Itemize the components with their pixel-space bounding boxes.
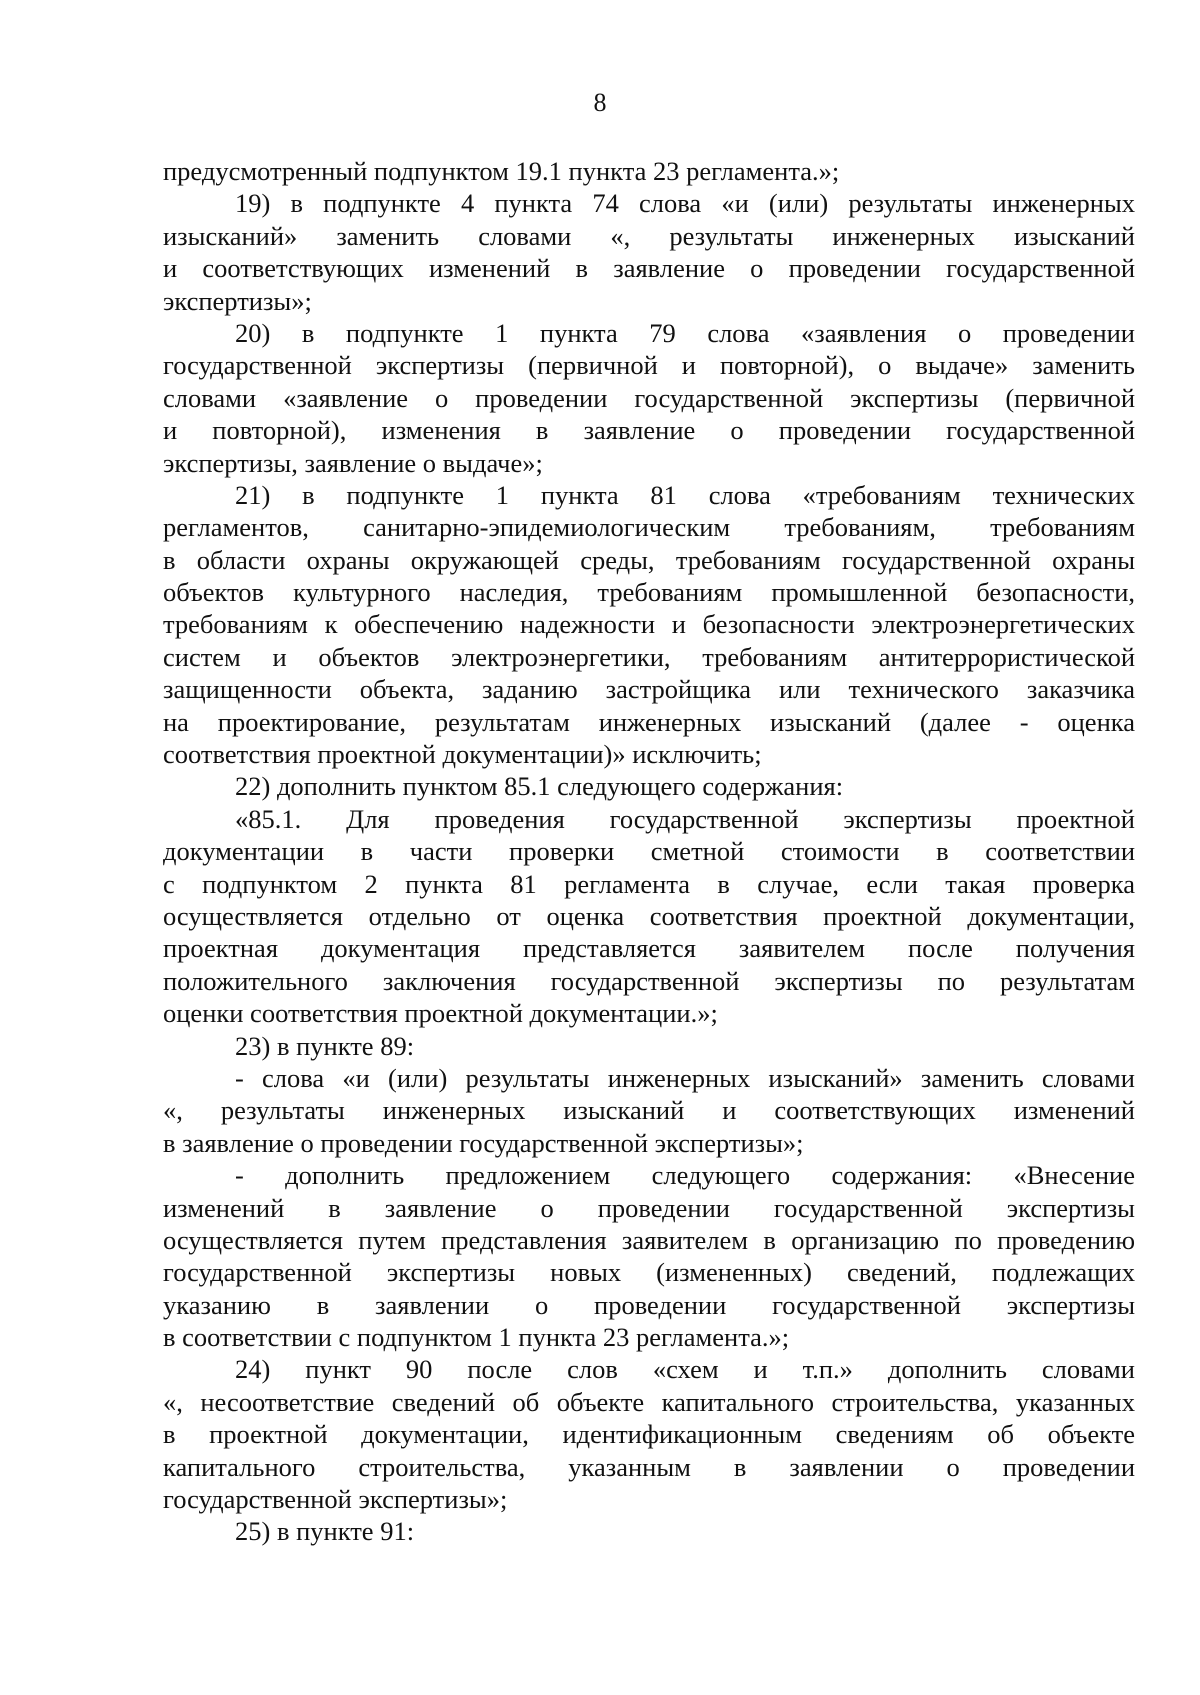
text-line: 23) в пункте 89: <box>235 1030 415 1061</box>
text-line: государственной экспертизы (первичной и повторной), о выдаче» заменить <box>163 350 1135 381</box>
text-line: на проектирование, результатам инженерных изысканий (далее - оценка <box>163 706 1135 737</box>
text-line: и соответствующих изменений в заявление о проведении государственной <box>163 253 1135 284</box>
text-line: осуществляется путем представления заявителем в организацию по проведению <box>163 1224 1135 1255</box>
text-line: указанию в заявлении о проведении государственной экспертизы <box>163 1289 1135 1320</box>
text-line: предусмотренный подпунктом 19.1 пункта 23 регламента.»; <box>163 156 840 186</box>
text-line: 20) в подпункте 1 пункта 79 слова «заявления о проведении <box>235 317 1135 348</box>
text-line: «85.1. Для проведения государственной экспертизы проектной <box>235 803 1135 834</box>
text-line: соответствия проектной документации)» исключить; <box>163 739 762 770</box>
text-line: «, несоответствие сведений об объекте капитального строительства, указанных <box>163 1386 1135 1417</box>
text-line: в соответствии с подпунктом 1 пункта 23 регламента.»; <box>163 1322 790 1353</box>
text-line: с подпунктом 2 пункта 81 регламента в случае, если такая проверка <box>163 868 1135 899</box>
text-line: в области охраны окружающей среды, требованиям государственной охраны <box>163 544 1135 575</box>
text-line: 21) в подпункте 1 пункта 81 слова «требованиям технических <box>235 479 1135 510</box>
text-line: экспертизы»; <box>163 285 312 316</box>
text-line: изысканий» заменить словами «, результаты инженерных изысканий <box>163 220 1135 251</box>
text-line: экспертизы, заявление о выдаче»; <box>163 447 543 478</box>
document-body <box>163 155 1135 1548</box>
text-line: оценки соответствия проектной документации.»; <box>163 998 718 1029</box>
text-line: 22) дополнить пунктом 85.1 следующего содержания: <box>235 771 844 802</box>
text-line: проектная документация представляется заявителем после получения <box>163 933 1135 964</box>
text-line: в заявление о проведении государственной экспертизы»; <box>163 1127 804 1158</box>
text-line: капитального строительства, указанным в заявлении о проведении <box>163 1451 1135 1482</box>
text-line: регламентов, санитарно-эпидемиологическим требованиям, требованиям <box>163 512 1135 543</box>
text-line: государственной экспертизы»; <box>163 1484 508 1515</box>
text-line: 19) в подпункте 4 пункта 74 слова «и (или) результаты инженерных <box>235 188 1135 219</box>
text-line: и повторной), изменения в заявление о проведении государственной <box>163 415 1135 446</box>
text-line: государственной экспертизы новых (измененных) сведений, подлежащих <box>163 1257 1135 1288</box>
text-line: - дополнить предложением следующего содержания: «Внесение <box>235 1160 1135 1191</box>
text-line: положительного заключения государственной экспертизы по результатам <box>163 965 1135 996</box>
text-line: изменений в заявление о проведении государственной экспертизы <box>163 1192 1135 1223</box>
text-line: требованиям к обеспечению надежности и безопасности электроэнергетических <box>163 609 1135 640</box>
text-line: документации в части проверки сметной стоимости в соответствии <box>163 836 1135 867</box>
text-line: защищенности объекта, заданию застройщика или технического заказчика <box>163 674 1135 705</box>
text-line: - слова «и (или) результаты инженерных изысканий» заменить словами <box>235 1062 1135 1093</box>
text-line: в проектной документации, идентификационным сведениям об объекте <box>163 1419 1135 1450</box>
text-line: 24) пункт 90 после слов «схем и т.п.» дополнить словами <box>235 1354 1135 1385</box>
text-line: «, результаты инженерных изысканий и соответствующих изменений <box>163 1095 1135 1126</box>
text-line: систем и объектов электроэнергетики, требованиям антитеррористической <box>163 641 1135 672</box>
text-line: словами «заявление о проведении государственной экспертизы (первичной <box>163 382 1135 413</box>
page-number: 8 <box>593 88 607 117</box>
text-line: осуществляется отдельно от оценка соответствия проектной документации, <box>163 900 1135 931</box>
text-line: 25) в пункте 91: <box>235 1516 415 1547</box>
text-line: объектов культурного наследия, требованиям промышленной безопасности, <box>163 577 1135 608</box>
